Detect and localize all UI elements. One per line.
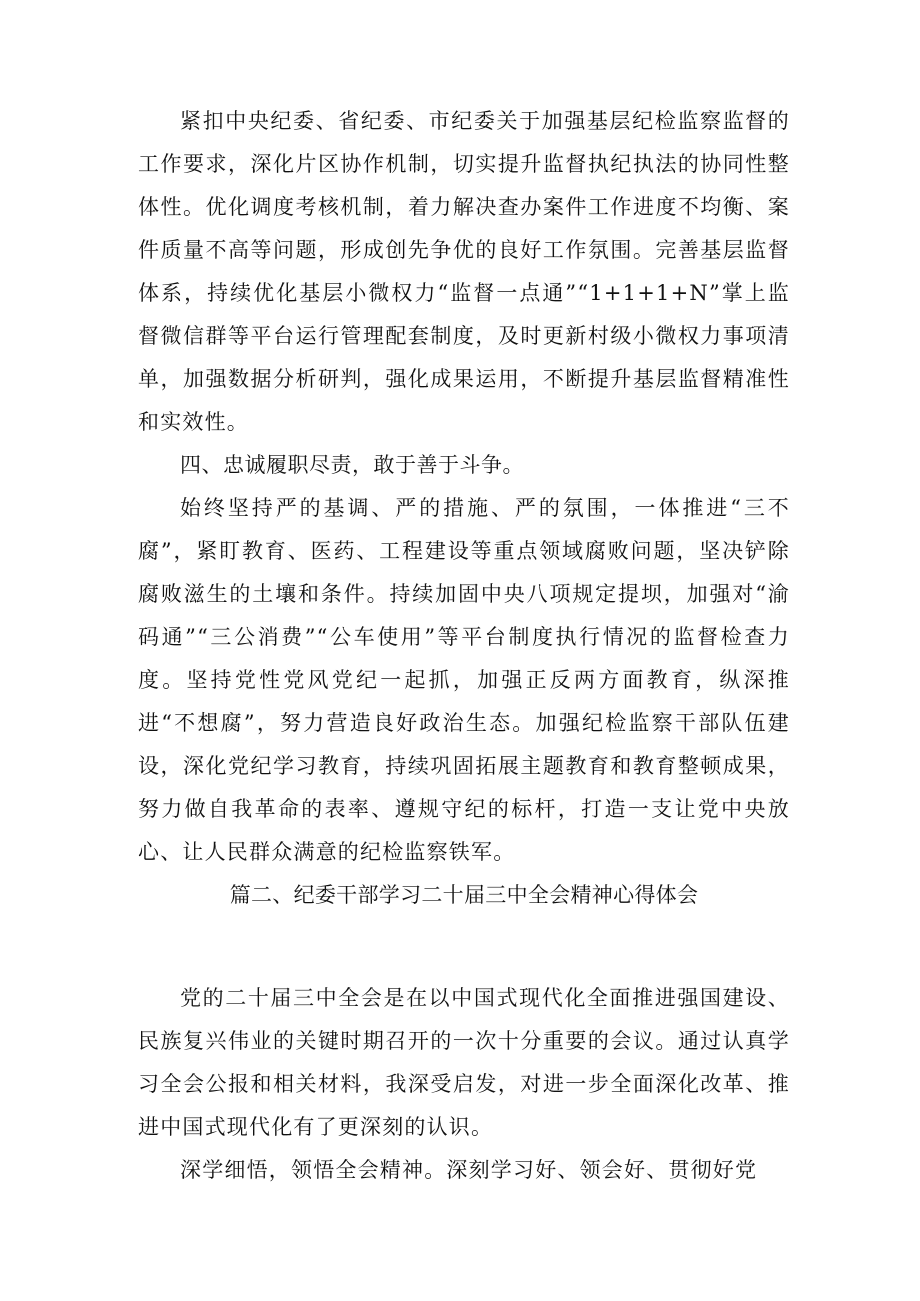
body-paragraph: 始终坚持严的基调、严的措施、严的氛围，一体推进“三不腐”，紧盯教育、医药、工程建设等重点领域腐败问题，坚决铲除腐败滋生的土壤和条件。持续加固中央八项规定提坝，加强对“渝码通”“三公消费”“公车使用”等平台制度执行情况的监督检查力度。坚持党性党风党纪一起抓，加强正反两方面教育，纵深推进“不想腐”，努力营造良好政治生态。加强纪检监察干部队伍建设，深化党纪学习教育，持续巩固拓展主题教育和教育整顿成果，努力做自我革命的表率、遵规守纪的标杆，打造一支让党中央放心、让人民群众满意的纪检监察铁军。 (138, 496, 790, 864)
body-paragraph: 深学细悟，领悟全会精神。深刻学习好、领会好、贯彻好党 (180, 1158, 758, 1182)
body-paragraph: 紧扣中央纪委、省纪委、市纪委关于加强基层纪检监察监督的工作要求，深化片区协作机制，切实提升监督执纪执法的协同性整体性。优化调度考核机制，着力解决查办案件工作进度不均衡、案件质量不高等问题，形成创先争优的良好工作氛围。完善基层监督体系，持续优化基层小微权力“监督一点通”“1+1+1+N”掌上监督微信群等平台运行管理配套制度，及时更新村级小微权力事项清单，加强数据分析研判，强化成果运用，不断提升基层监督精准性和实效性。 (138, 109, 790, 434)
article-title: 篇二、纪委干部学习二十届三中全会精神心得体会 (229, 883, 699, 907)
body-paragraph: 党的二十届三中全会是在以中国式现代化全面推进强国建设、民族复兴伟业的关键时期召开的一次十分重要的会议。通过认真学习全会公报和相关材料，我深受启发，对进一步全面深化改革、推进中国式现代化有了更深刻的认识。 (138, 986, 790, 1139)
section-heading: 四、忠诚履职尽责，敢于善于斗争。 (180, 453, 524, 477)
